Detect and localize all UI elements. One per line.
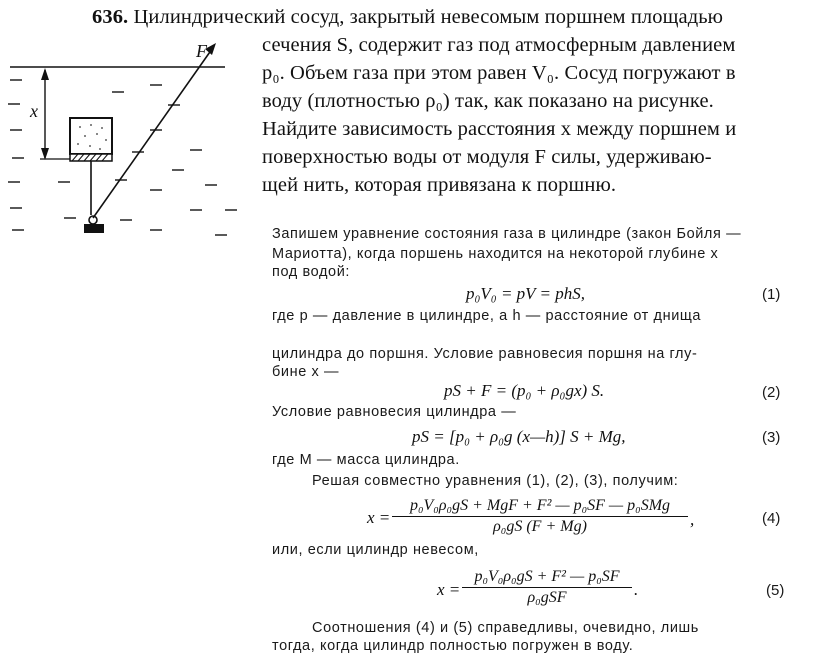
equation-5-tail: . xyxy=(634,580,639,599)
problem-line-2: сечения S, содержит газ под атмосферным давлением xyxy=(262,34,736,56)
problem-line-7: щей нить, которая привязана к поршню. xyxy=(262,174,617,196)
problem-line-3: p₀. Объем газа при этом равен V₀. Сосуд погружают в xyxy=(262,62,736,84)
solution-intro-line-2: Мариотта), когда поршень находится на некоторой глубине x xyxy=(272,246,719,262)
equation-4-number: (4) xyxy=(762,510,781,527)
equation-5-lhs: x = xyxy=(437,580,461,599)
equation-5-fraction xyxy=(462,568,632,607)
equation-3-number: (3) xyxy=(762,429,781,446)
closing-line-2: тогда, когда цилиндр полностью погружен в воду. xyxy=(272,638,634,654)
equation-4-tail: , xyxy=(690,510,695,529)
solution-intro-line-1: Запишем уравнение состояния газа в цилиндре (закон Бойля — xyxy=(272,226,742,242)
solution-text-4: Условие равновесия цилиндра — xyxy=(272,404,517,420)
water-dashes xyxy=(8,80,237,235)
solution-text-3-line-1: цилиндра до поршня. Условие равновесия поршня на глу- xyxy=(272,346,698,362)
equation-5-numerator: p₀V₀ρ₀gS + F² — p₀SF xyxy=(474,568,620,585)
closing-line-1: Соотношения (4) и (5) справедливы, очевидно, лишь xyxy=(312,620,699,636)
equation-2-number: (2) xyxy=(762,384,781,401)
problem-line-5: Найдите зависимость расстояния x между поршнем и xyxy=(262,118,737,140)
solution-text-2: где p — давление в цилиндре, а h — расстояние от днища xyxy=(272,308,702,324)
equation-1: p₀V₀ = pV = phS, xyxy=(466,284,585,303)
equation-5-number: (5) xyxy=(766,582,785,599)
solution-text-3-line-2: бине x — xyxy=(272,364,340,380)
cylinder-body xyxy=(70,118,112,154)
equation-4-denominator: ρ₀gS (F + Mg) xyxy=(493,518,587,535)
solution-text-7: или, если цилиндр невесом, xyxy=(272,542,479,558)
depth-arrow-head-top xyxy=(41,68,49,80)
problem-number: 636. xyxy=(92,6,129,28)
equation-5-denominator: ρ₀gSF xyxy=(527,589,567,606)
problem-figure xyxy=(0,30,250,245)
problem-line-6: поверхностью воды от модуля F силы, удерживаю- xyxy=(262,146,712,168)
equation-4-numerator: p₀V₀ρ₀gS + MgF + F² — p₀SF — p₀SMg xyxy=(409,497,671,514)
problem-line-1 xyxy=(92,6,723,29)
equation-4-fraction xyxy=(392,497,688,536)
problem-line-4: воду (плотностью ρ₀) так, как показано на рисунке. xyxy=(262,90,714,112)
force-label: F xyxy=(196,41,207,61)
depth-arrow-head-bottom xyxy=(41,148,49,160)
solution-intro-line-3: под водой: xyxy=(272,264,351,280)
equation-4-lhs: x = xyxy=(367,508,391,527)
anchor-block xyxy=(84,224,104,233)
equation-2: pS + F = (p₀ + ρ₀gx) S. xyxy=(444,381,605,400)
solution-text-6: Решая совместно уравнения (1), (2), (3), получим: xyxy=(312,473,679,489)
equation-3: pS = [p₀ + ρ₀g (x—h)] S + Mg, xyxy=(412,427,626,446)
equation-1-number: (1) xyxy=(762,286,781,303)
solution-text-5: где M — масса цилиндра. xyxy=(272,452,460,468)
depth-label: x xyxy=(30,101,38,121)
problem-text-line-1: Цилиндрический сосуд, закрытый невесомым поршнем площадью xyxy=(133,6,724,28)
